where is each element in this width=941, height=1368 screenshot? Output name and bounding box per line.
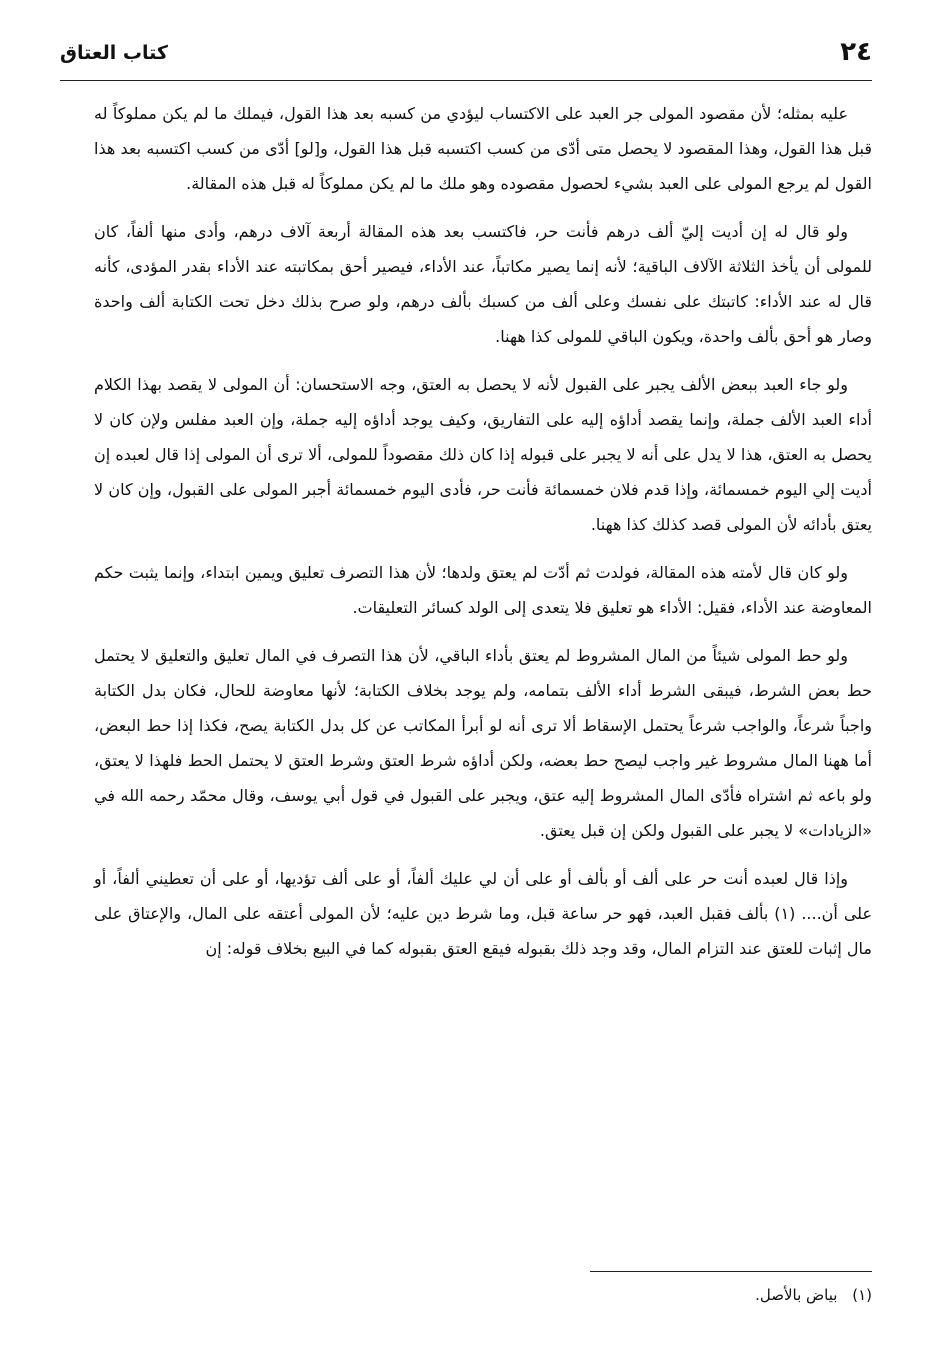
footnote-divider xyxy=(590,1271,872,1272)
footnote xyxy=(94,1280,872,1310)
footnote-text: بياض بالأصل. xyxy=(755,1286,838,1304)
page-header xyxy=(60,36,872,76)
paragraph: ولو حط المولى شيئاً من المال المشروط لم يعتق بأداء الباقي، لأن هذا التصرف في المال تعليق والتعليق لا يحتمل حط بعض الشرط، فيبقى الشرط أداء الألف بتمامه، ولم يوجد بخلاف الكتابة؛ لأنها معاوضة للحال، فكان بدل الكتابة واجباً شرعاً، والواجب شرعاً يحتمل الإسقاط ألا ترى أنه لو أبرأ المكاتب عن كل بدل الكتابة يصح، فكذا إذا حط البعض، أما ههنا المال مشروط غير واجب ليصح حط بعضه، ولكن أداؤه شرط العتق وشرط العتق لا يحتمل الحط فلهذا لا يعتق، ولو باعه ثم اشتراه فأدّى المال المشروط إليه عتق، ويجبر على القبول في قول أبي يوسف، وقال محمّد رحمه الله في «الزيادات» لا يجبر على القبول ولكن إن قبل يعتق. xyxy=(94,646,872,840)
paragraph: ولو جاء العبد ببعض الألف يجبر على القبول لأنه لا يحصل به العتق، وجه الاستحسان: أن المولى لا يقصد بهذا الكلام أداء العبد الألف جملة، وإنما يقصد أداؤه إليه على التفاريق، وكيف يوجد أداؤه إليه جملة، وإن العبد مفلس ولإن كان لا يحصل به العتق، هذا لا يدل على أنه لا يجبر على قبوله إذا كان ذلك مقصوداً للمولى، ألا ترى أن المولى إذا قال لعبده إن أديت إلي اليوم خمسمائة، وإذا قدم فلان خمسمائة فأنت حر، فأدى اليوم خمسمائة أجبر المولى على القبول، وإن كان لا يعتق بأدائه لأن المولى قصد كذلك كذا ههنا. xyxy=(94,375,872,534)
page-number: ٢٤ xyxy=(840,37,872,67)
header-divider xyxy=(60,80,872,81)
footnote-marker: (١) xyxy=(852,1286,872,1304)
paragraph: ولو قال له إن أديت إليّ ألف درهم فأنت حر، فاكتسب بعد هذه المقالة أربعة آلاف درهم، وأدى منها ألفاً، كان للمولى أن يأخذ الثلاثة الآلاف الباقية؛ لأنه إنما يصير مكاتباً، عند الأداء، فيصير أحق بمكاتبته عند الأداء بقدر المؤدى، كأنه قال له عند الأداء: كاتبتك على نفسك وعلى ألف من كسبك بألف درهم، ولو صرح بذلك دخل تحت الكتابة ألف واحدة وصار هو أحق بألف واحدة، ويكون الباقي للمولى كذا ههنا. xyxy=(94,222,872,346)
paragraph: ولو كان قال لأمته هذه المقالة، فولدت ثم أدّت لم يعتق ولدها؛ لأن هذا التصرف تعليق ويمين ابتداء، وإنما يثبت حكم المعاوضة عند الأداء، فقيل: الأداء هو تعليق فلا يتعدى إلى الولد كسائر التعليقات. xyxy=(94,563,872,617)
paragraph: وإذا قال لعبده أنت حر على ألف أو بألف أو على أن لي عليك ألفاً، أو على ألف تؤديها، أو على أن تعطيني ألفاً، أو على أن.... (١) بألف فقبل العبد، فهو حر ساعة قبل، وما شرط دين عليه؛ لأن المولى أعتقه على المال، والإعتاق على مال إثبات للعتق عند التزام المال، وقد وجد ذلك بقبوله فيقع العتق بقبوله كما في البيع بخلاف قوله: إن xyxy=(94,869,873,958)
main-text xyxy=(94,96,872,979)
paragraph: عليه بمثله؛ لأن مقصود المولى جر العبد على الاكتساب ليؤدي من كسبه بعد هذا القول، فيملك ما لم يكن مملوكاً له قبل هذا القول، وهذا المقصود لا يحصل متى أدّى من كسب اكتسبه قبل هذا القول، و[لو] أدّى من كسب اكتسبه بعد هذا القول لم يرجع المولى على العبد بشيء لحصول مقصوده وهو ملك ما لم يكن مملوكاً له قبل هذه المقالة. xyxy=(94,104,872,193)
running-title: كتاب العتاق xyxy=(60,42,168,64)
